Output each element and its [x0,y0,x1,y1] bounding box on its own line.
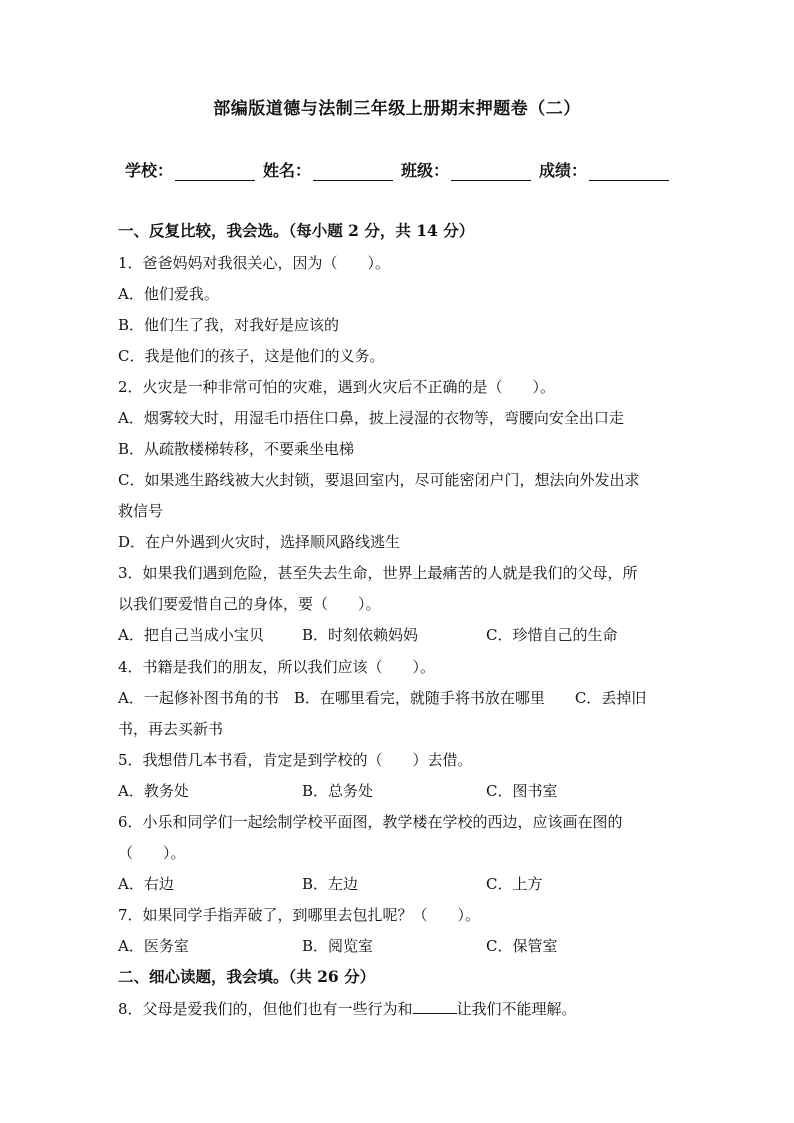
q3-option-a: A．把自己当成小宝贝 [118,626,264,644]
score-blank [589,164,669,181]
q7-options [118,936,678,956]
q1-option-c: C．我是他们的孩子，这是他们的义务。 [118,347,385,365]
q3-option-b: B．时刻依赖妈妈 [302,626,419,644]
exam-title: 部编版道德与法制三年级上册期末押题卷（二） [213,99,581,119]
q5-option-c: C．图书室 [486,782,558,800]
q2-option-d: D．在户外遇到火灾时，选择顺风路线逃生 [118,533,401,551]
class-label: 班级： [401,161,450,180]
q8-answer-blank [413,999,457,1014]
q2-option-c-line1: C．如果逃生路线被大火封锁，要退回室内，尽可能密闭户门，想法向外发出求 [118,471,640,489]
q5-options [118,781,678,801]
name-label: 姓名： [263,161,312,180]
q4-options-line1: A．一起修补图书角的书 B．在哪里看完，就随手将书放在哪里 C．丢掉旧 [118,689,647,707]
q2-stem: 2．火灾是一种非常可怕的灾难，遇到火灾后不正确的是（ ）。 [118,378,556,396]
q3-options [118,625,678,645]
q8-stem [118,999,678,1019]
q3-option-c: C．珍惜自己的生命 [486,626,618,644]
section-1-heading: 一、反复比较，我会选。（每小题 2 分，共 14 分） [118,221,475,240]
q5-option-b: B．总务处 [302,782,374,800]
q8-text-before: 8．父母是爱我们的，但他们也有一些行为和 [118,1000,413,1018]
q8-text-after: 让我们不能理解。 [456,1000,577,1018]
section-2-heading: 二、细心读题，我会填。（共 26 分） [118,967,376,986]
q1-stem: 1．爸爸妈妈对我很关心，因为（ ）。 [118,254,391,272]
q5-option-a: A．教务处 [118,782,189,800]
q6-stem-line1: 6．小乐和同学们一起绘制学校平面图，教学楼在学校的西边，应该画在图的 [118,813,623,831]
q4-stem: 4．书籍是我们的朋友，所以我们应该（ ）。 [118,658,436,676]
name-blank [313,164,393,181]
q7-option-b: B．阅览室 [302,937,374,955]
q7-option-c: C．保管室 [486,937,558,955]
name-field [263,158,393,181]
score-label: 成绩： [539,161,588,180]
school-label: 学校： [125,161,174,180]
q3-stem-line1: 3．如果我们遇到危险，甚至失去生命，世界上最痛苦的人就是我们的父母，所 [118,564,638,582]
q7-stem: 7．如果同学手指弄破了，到哪里去包扎呢？（ ）。 [118,906,481,924]
score-field [539,158,669,181]
q6-options [118,874,678,894]
q2-option-b: B．从疏散楼梯转移，不要乘坐电梯 [118,440,355,458]
class-field [401,158,531,181]
student-info-row [125,158,685,181]
q2-option-a: A．烟雾较大时，用湿毛巾捂住口鼻，披上浸湿的衣物等，弯腰向安全出口走 [118,409,624,427]
q7-option-a: A．医务室 [118,937,189,955]
q6-option-c: C．上方 [486,875,543,893]
q5-stem: 5．我想借几本书看，肯定是到学校的（ ）去借。 [118,751,473,769]
q2-option-c-line2: 救信号 [118,502,164,520]
school-field [125,158,255,181]
q6-option-b: B．左边 [302,875,359,893]
school-blank [175,164,255,181]
q4-options-line2: 书，再去买新书 [118,720,224,738]
q3-stem-line2: 以我们要爱惜自己的身体，要（ ）。 [118,595,381,613]
q6-stem-line2: （ ）。 [118,844,186,862]
q6-option-a: A．右边 [118,875,174,893]
class-blank [451,164,531,181]
q1-option-a: A．他们爱我。 [118,285,219,303]
q1-option-b: B．他们生了我，对我好是应该的 [118,316,340,334]
